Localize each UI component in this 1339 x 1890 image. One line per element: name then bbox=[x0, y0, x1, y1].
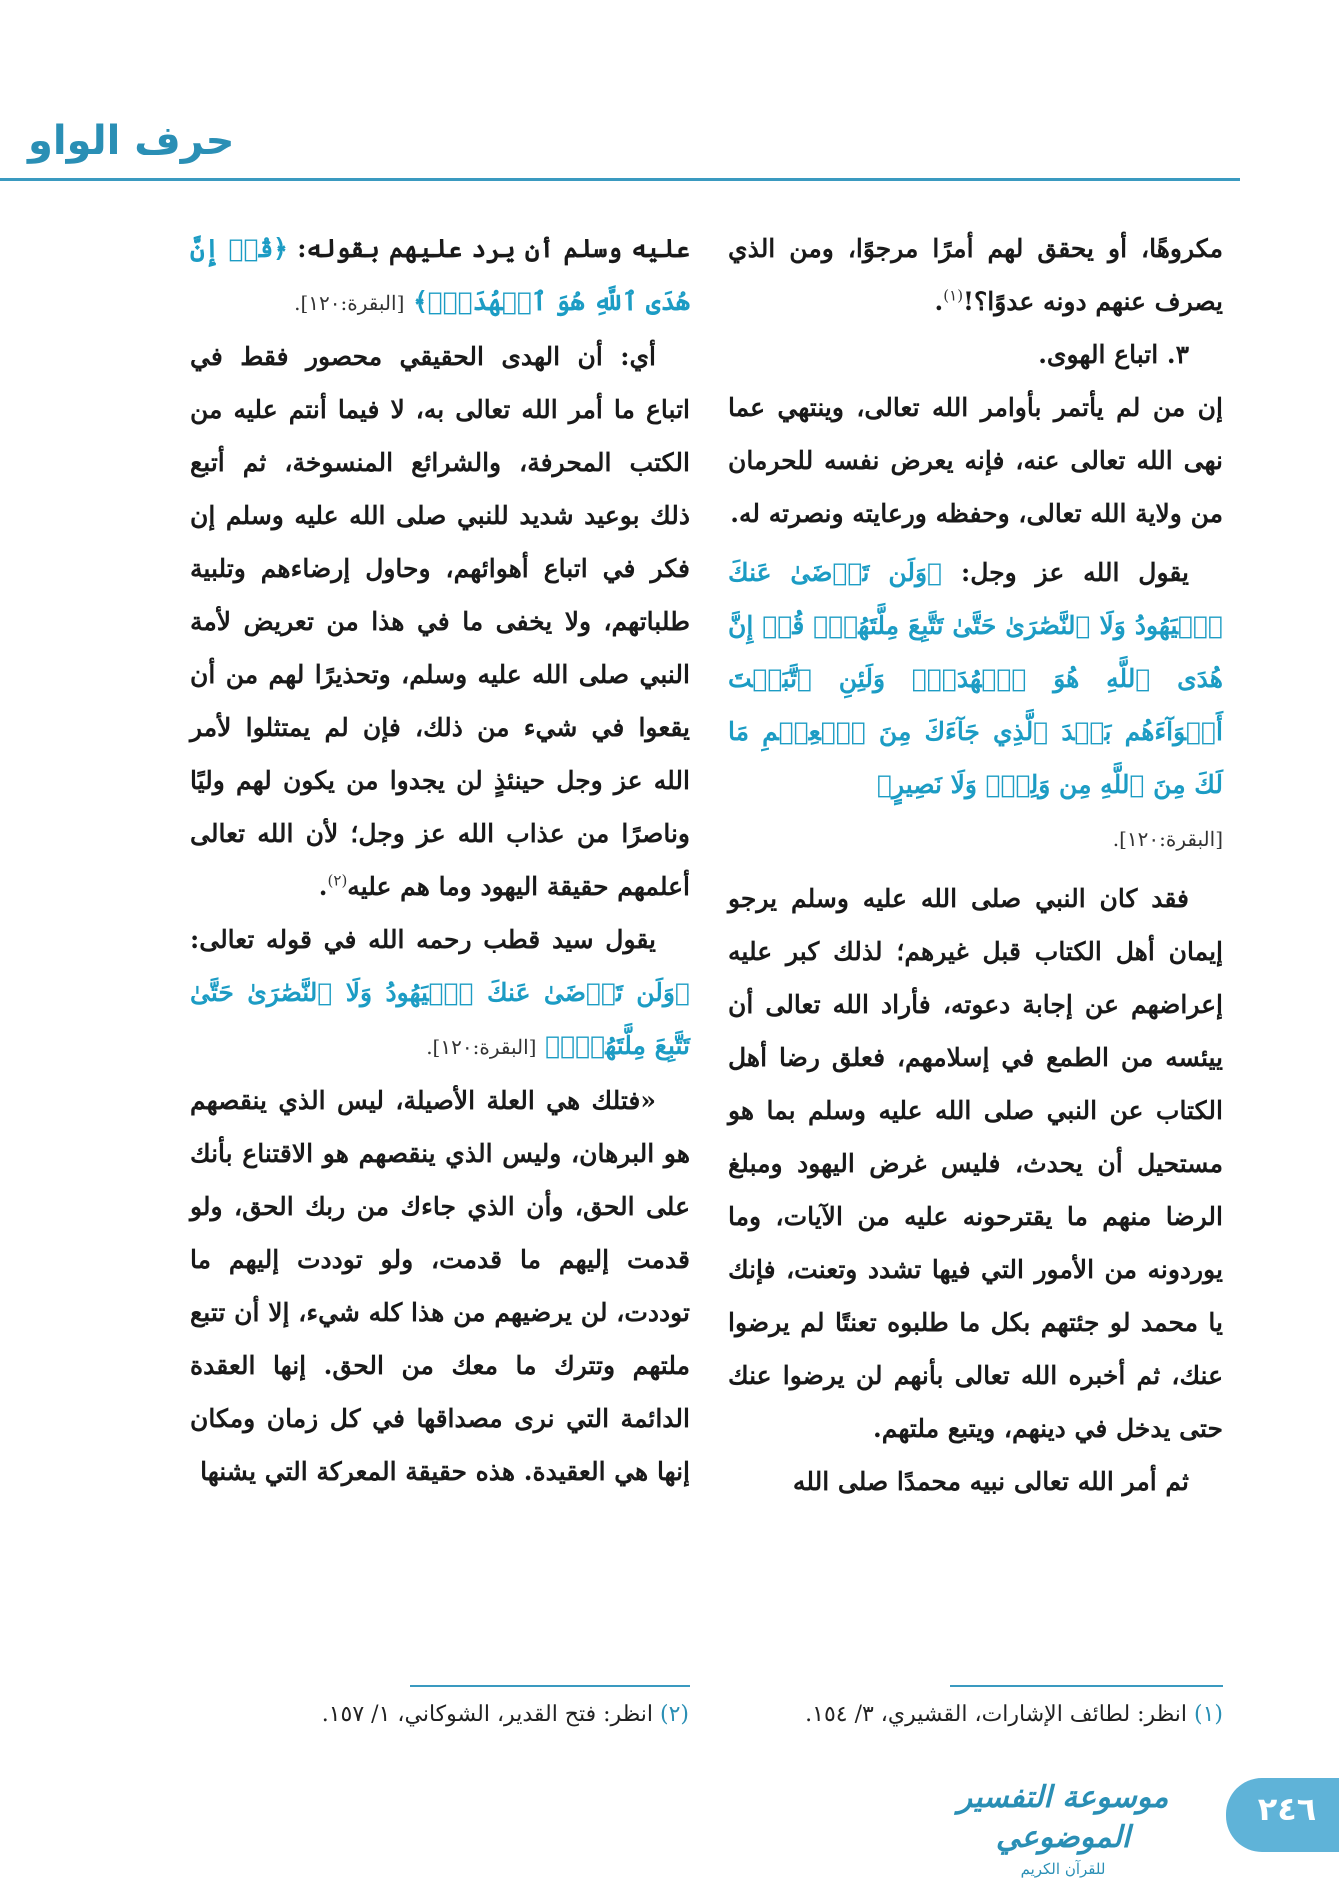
page-number: ٢٤٦ bbox=[1257, 1790, 1317, 1828]
paragraph-text: مكروهًا، أو يحقق لهم أمرًا مرجوًا، ومن الذي يصرف عنهم دونه عدوًا؟! bbox=[728, 234, 1223, 316]
section-heading: ٣. اتباع الهوى. bbox=[1038, 340, 1189, 369]
footnote-text: انظر: فتح القدير، الشوكاني، ١/ ١٥٧. bbox=[321, 1702, 660, 1727]
paragraph-text: عليه وسلم أن يرد عليهم بقوله: bbox=[287, 234, 690, 263]
chapter-title: حرف الواو bbox=[28, 118, 235, 164]
footnote-marker[interactable]: (١) bbox=[943, 286, 964, 305]
footnote-number: (١) bbox=[1193, 1702, 1223, 1727]
paragraph-text: يقول سيد قطب رحمه الله في قوله تعالى: bbox=[190, 925, 656, 954]
logo-title: موسوعة التفسير الموضوعي bbox=[957, 1780, 1169, 1855]
footnote-divider bbox=[950, 1685, 1223, 1687]
quotation-paragraph: «فتلك هي العلة الأصيلة، ليس الذي ينقصهم هو البرهان، وليس الذي ينقصهم هو الاقتناع بأنك على الحق، وأن الذي جاءك من ربك الحق، ولو قدمت إليهم ما قدمت، ولو توددت إليهم ما توددت، لن يرضيهم من هذا كله شيء، إلا أن تتبع ملتهم وتترك ما معك من الحق. إنها العقدة الدائمة التي نرى مصداقها في كل زمان ومكان إنها هي العقيدة. هذه حقيقة المعركة التي يشنها bbox=[190, 1086, 690, 1486]
verse-reference: [البقرة:١٢٠]. bbox=[294, 291, 405, 315]
footnote-marker[interactable]: (٢) bbox=[327, 871, 348, 890]
paragraph: أي: أن الهدى الحقيقي محصور فقط في اتباع ما أمر الله تعالى به، لا فيما أنتم عليه من الكتب المحرفة، والشرائع المنسوخة، ثم أتبع ذلك بوعيد شديد للنبي صلى الله عليه وسلم إن فكر في اتباع أهوائهم، وحاول إرضاءهم وتلبية طلباتهم، ولا يخفى ما في هذا من تعريض لأمة النبي صلى الله عليه وسلم، وتحذيرًا لهم من أن يقعوا في شيء من ذلك، فإن لم يمتثلوا لأمر الله عز وجل حينئذٍ لن يجدوا من يكون لهم وليًا وناصرًا من عذاب الله عز وجل؛ لأن الله تعالى أعلمهم حقيقة اليهود وما هم عليه$^{(٢)}$. bbox=[190, 342, 690, 901]
verse-reference: [البقرة:١٢٠]. bbox=[1112, 827, 1223, 851]
verse-reference: [البقرة:١٢٠]. bbox=[426, 1035, 537, 1059]
quran-paragraph bbox=[190, 913, 690, 1074]
footnote-number: (٢) bbox=[659, 1702, 689, 1727]
footnote-divider bbox=[410, 1685, 690, 1687]
quran-verse: ﴿قُلۡ إِنَّ هُدَى ٱللَّهِ هُوَ ٱلۡهُدَىٰۗ﴾ bbox=[190, 234, 690, 316]
paragraph: فقد كان النبي صلى الله عليه وسلم يرجو إيمان أهل الكتاب قبل غيرهم؛ لذلك كبر عليه إعراضهم عن إجابة دعوته، فأراد الله تعالى أن ييئسه من الطمع في إسلامهم، فعلق رضا أهل الكتاب عن النبي صلى الله عليه وسلم بما هو مستحيل أن يحدث، فليس غرض اليهود ومبلغ الرضا منهم ما يقترحونه عليه من الآيات، وما يوردونه من الأمور التي فيها تشدد وتعنت، فإنك يا محمد لو جئتهم بكل ما طلبوه تعنتًا لم يرضوا عنك، ثم أخبره الله تعالى بأنهم لن يرضوا عنك حتى يدخل في دينهم، ويتبع ملتهم. bbox=[728, 884, 1223, 1443]
quran-paragraph bbox=[190, 222, 690, 330]
footnote-1 bbox=[805, 1702, 1223, 1727]
footnote-2 bbox=[322, 1702, 689, 1727]
paragraph: ثم أمر الله تعالى نبيه محمدًا صلى الله bbox=[792, 1467, 1189, 1496]
paragraph: إن من لم يأتمر بأوامر الله تعالى، وينتهي عما نهى الله تعالى عنه، فإنه يعرض نفسه للحرمان من ولاية الله تعالى، وحفظه ورعايته ونصرته له. bbox=[728, 393, 1223, 528]
footnote-text: انظر: لطائف الإشارات، القشيري، ٣/ ١٥٤. bbox=[805, 1702, 1194, 1727]
logo-subtitle: للقرآن الكريم bbox=[1020, 1860, 1106, 1878]
paragraph-text: أي: أن الهدى الحقيقي محصور فقط في اتباع ما أمر الله تعالى به، لا فيما أنتم عليه من الكتب المحرفة، والشرائع المنسوخة، ثم أتبع ذلك بوعيد شديد للنبي صلى الله عليه وسلم إن فكر في اتباع أهوائهم، وحاول إرضاءهم وتلبية طلباتهم، ولا يخفى ما في هذا من تعريض لأمة النبي صلى الله عليه وسلم، وتحذيرًا لهم من أن يقعوا في شيء من ذلك، فإن لم يمتثلوا لأمر الله عز وجل حينئذٍ لن يجدوا من يكون لهم وليًا وناصرًا من عذاب الله عز وجل؛ لأن الله تعالى أعلمهم حقيقة اليهود وما هم عليه bbox=[190, 342, 690, 901]
paragraph-text: يقول الله عز وجل: bbox=[942, 558, 1189, 587]
header-divider bbox=[0, 178, 1240, 181]
left-column bbox=[190, 222, 690, 1498]
quran-verse: ﴿وَلَن تَرۡضَىٰ عَنكَ ٱلۡيَهُودُ وَلَا ٱلنَّصَٰرَىٰ حَتَّىٰ تَتَّبِعَ مِلَّتَهُمۡۗ قُلۡ إِنَّ هُدَى ٱللَّهِ هُوَ ٱلۡهُدَىٰۗ وَلَئِنِ ٱتَّبَعۡتَ أَهۡوَآءَهُم بَعۡدَ ٱلَّذِي جَآءَكَ مِنَ ٱلۡعِلۡمِ مَا لَكَ مِنَ ٱللَّهِ مِن وَلِيّٖ وَلَا نَصِيرٍ﴾ bbox=[728, 558, 1223, 799]
encyclopedia-logo bbox=[928, 1778, 1198, 1878]
paragraph: مكروهًا، أو يحقق لهم أمرًا مرجوًا، ومن الذي يصرف عنهم دونه عدوًا؟!$^{(١)}$. bbox=[728, 234, 1223, 316]
right-column bbox=[728, 222, 1223, 1508]
quran-verse: ﴿وَلَن تَرۡضَىٰ عَنكَ ٱلۡيَهُودُ وَلَا ٱلنَّصَٰرَىٰ حَتَّىٰ تَتَّبِعَ مِلَّتَهُمۡۗ﴾ bbox=[190, 978, 690, 1060]
quran-paragraph bbox=[728, 546, 1223, 866]
